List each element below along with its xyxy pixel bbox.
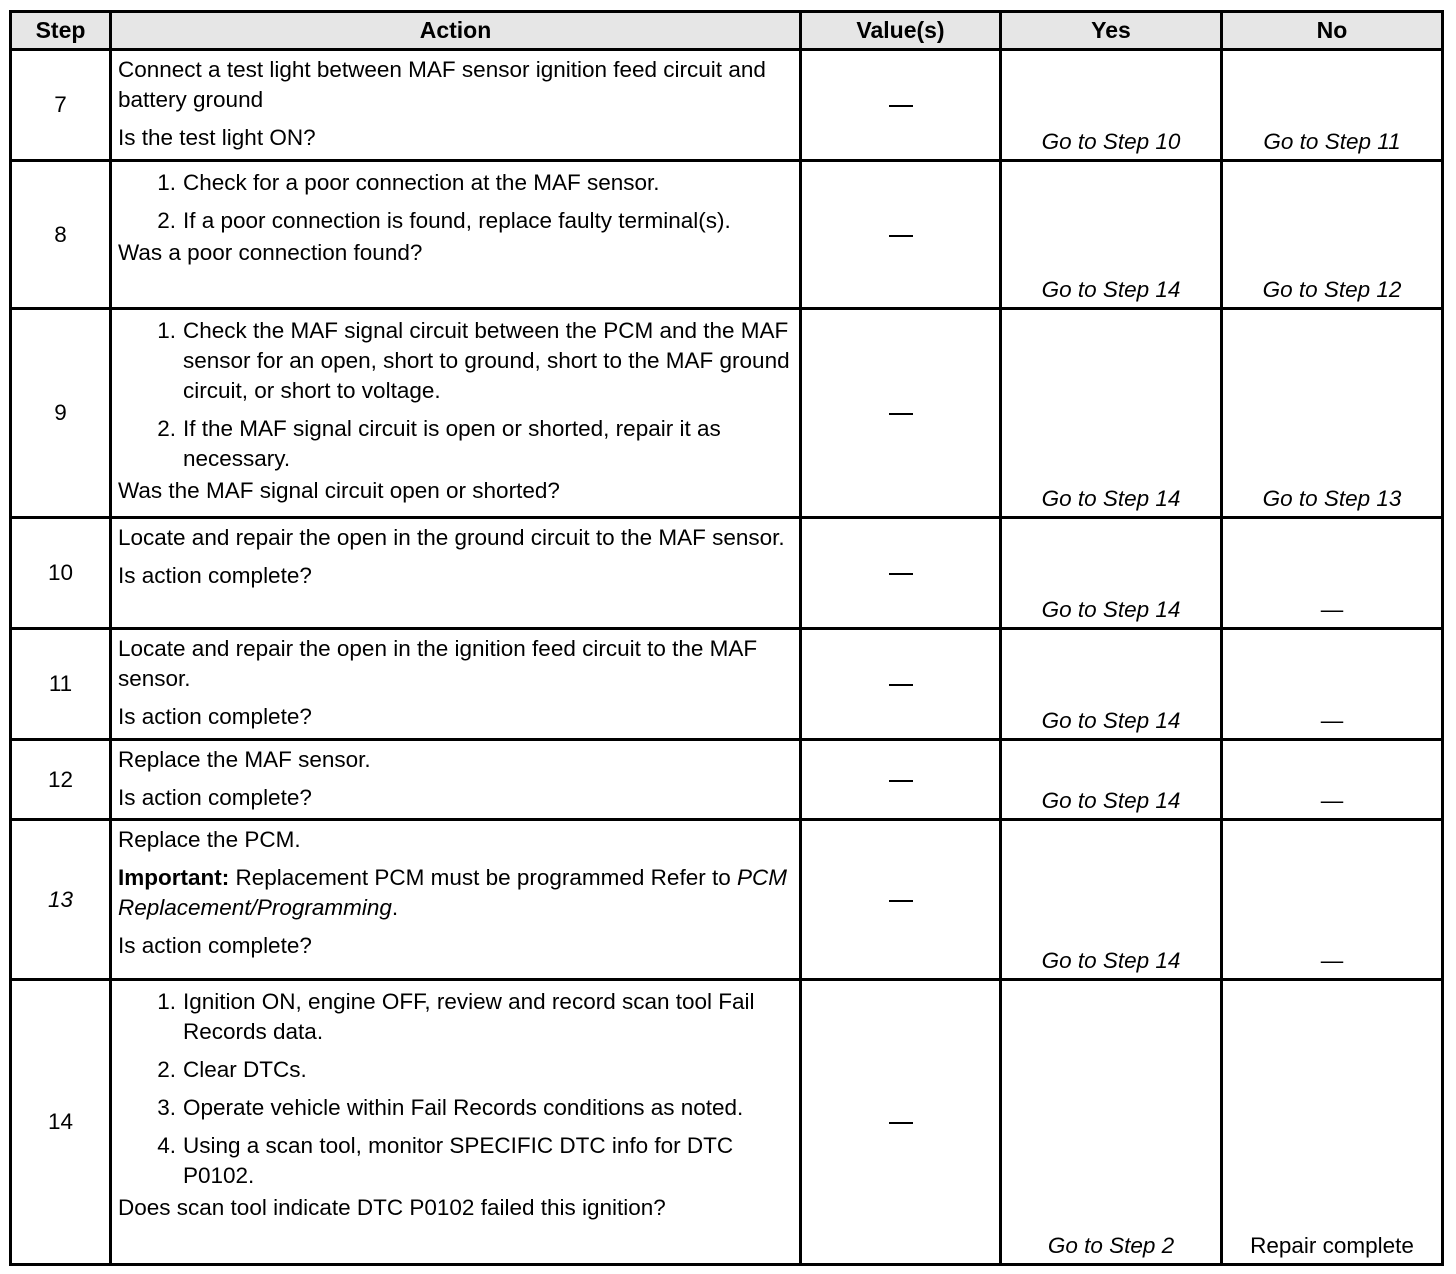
important-label: Important: [118, 865, 230, 890]
list-item: 1. Check the MAF signal circuit between the PCM and the MAF sensor for an open, short to ground, short to the MAF ground circuit, or short to voltage. [157, 318, 790, 403]
action-question: Is action complete? [118, 704, 312, 729]
action-question: Is action complete? [118, 563, 312, 588]
step-number: 9 [11, 309, 111, 518]
action-cell [111, 740, 801, 820]
yes-cell: Go to Step 2 [1001, 980, 1222, 1265]
header-action: Action [111, 12, 801, 50]
header-no: No [1222, 12, 1443, 50]
action-text: Replace the PCM. [118, 827, 301, 852]
value-cell [801, 161, 1001, 309]
value-cell [801, 980, 1001, 1265]
no-cell: — [1222, 518, 1443, 629]
header-yes: Yes [1001, 12, 1222, 50]
dash-mark [889, 413, 913, 415]
yes-cell: Go to Step 14 [1001, 629, 1222, 740]
important-end: . [391, 895, 399, 920]
action-text: Connect a test light between MAF sensor ignition feed circuit and battery ground [118, 57, 766, 112]
action-question: Was a poor connection found? [118, 240, 423, 265]
dash-mark [889, 235, 913, 237]
value-cell [801, 629, 1001, 740]
step-number: 8 [11, 161, 111, 309]
dash-mark [889, 900, 913, 902]
value-cell [801, 740, 1001, 820]
yes-cell: Go to Step 14 [1001, 309, 1222, 518]
header-row [11, 12, 1443, 50]
table-row-step-14 [11, 980, 1443, 1265]
action-text: Replace the MAF sensor. [118, 747, 371, 772]
action-text: Locate and repair the open in the ignition feed circuit to the MAF sensor. [118, 636, 758, 691]
table-row-step-11 [11, 629, 1443, 740]
action-list [118, 987, 791, 1191]
table-row-step-9 [11, 309, 1443, 518]
value-cell [801, 518, 1001, 629]
action-text: Locate and repair the open in the ground circuit to the MAF sensor. [118, 525, 785, 550]
no-cell: — [1222, 820, 1443, 980]
yes-cell: Go to Step 14 [1001, 518, 1222, 629]
list-item: 3. Operate vehicle within Fail Records conditions as noted. [157, 1095, 744, 1120]
dash-mark [889, 573, 913, 575]
diagnostic-table-sheet [9, 10, 1441, 1266]
action-question: Is the test light ON? [118, 125, 316, 150]
table-row-step-8 [11, 161, 1443, 309]
action-cell [111, 980, 801, 1265]
step-number: 13 [11, 820, 111, 980]
action-question: Is action complete? [118, 933, 312, 958]
yes-cell: Go to Step 14 [1001, 161, 1222, 309]
no-cell: Go to Step 13 [1222, 309, 1443, 518]
value-cell [801, 820, 1001, 980]
list-item: 4. Using a scan tool, monitor SPECIFIC DTC info for DTC P0102. [157, 1133, 734, 1188]
action-cell [111, 629, 801, 740]
step-number: 12 [11, 740, 111, 820]
table-row-step-13 [11, 820, 1443, 980]
important-note [118, 863, 791, 923]
action-cell [111, 820, 801, 980]
important-reference: PCM Replacement/Programming [118, 865, 787, 920]
action-question: Was the MAF signal circuit open or shorted? [118, 478, 560, 503]
table-row-step-10 [11, 518, 1443, 629]
yes-cell: Go to Step 10 [1001, 50, 1222, 161]
step-number: 7 [11, 50, 111, 161]
action-list [118, 316, 791, 474]
step-number: 10 [11, 518, 111, 629]
yes-cell: Go to Step 14 [1001, 740, 1222, 820]
table-row-step-12 [11, 740, 1443, 820]
step-number: 14 [11, 980, 111, 1265]
dash-mark [889, 105, 913, 107]
diagnostic-table [9, 10, 1444, 1266]
dash-mark [889, 780, 913, 782]
dash-mark [889, 1122, 913, 1124]
important-text: Replacement PCM must be programmed Refer to [235, 865, 731, 890]
value-cell [801, 309, 1001, 518]
no-cell: Go to Step 12 [1222, 161, 1443, 309]
table-row-step-7 [11, 50, 1443, 161]
no-cell: Repair complete [1222, 980, 1443, 1265]
no-cell: — [1222, 740, 1443, 820]
value-cell [801, 50, 1001, 161]
list-item: 2. If the MAF signal circuit is open or shorted, repair it as necessary. [157, 416, 721, 471]
step-number: 11 [11, 629, 111, 740]
list-item: 2. Clear DTCs. [157, 1057, 307, 1082]
dash-mark [889, 684, 913, 686]
no-cell: Go to Step 11 [1222, 50, 1443, 161]
action-list [118, 168, 791, 236]
yes-cell: Go to Step 14 [1001, 820, 1222, 980]
action-cell [111, 309, 801, 518]
list-item: 2. If a poor connection is found, replace faulty terminal(s). [157, 208, 731, 233]
list-item: 1. Ignition ON, engine OFF, review and record scan tool Fail Records data. [157, 989, 755, 1044]
action-cell [111, 50, 801, 161]
header-values: Value(s) [801, 12, 1001, 50]
action-cell [111, 518, 801, 629]
list-item: 1. Check for a poor connection at the MAF sensor. [157, 170, 660, 195]
action-question: Does scan tool indicate DTC P0102 failed this ignition? [118, 1195, 666, 1220]
action-cell [111, 161, 801, 309]
no-cell: — [1222, 629, 1443, 740]
action-question: Is action complete? [118, 785, 312, 810]
header-step: Step [11, 12, 111, 50]
